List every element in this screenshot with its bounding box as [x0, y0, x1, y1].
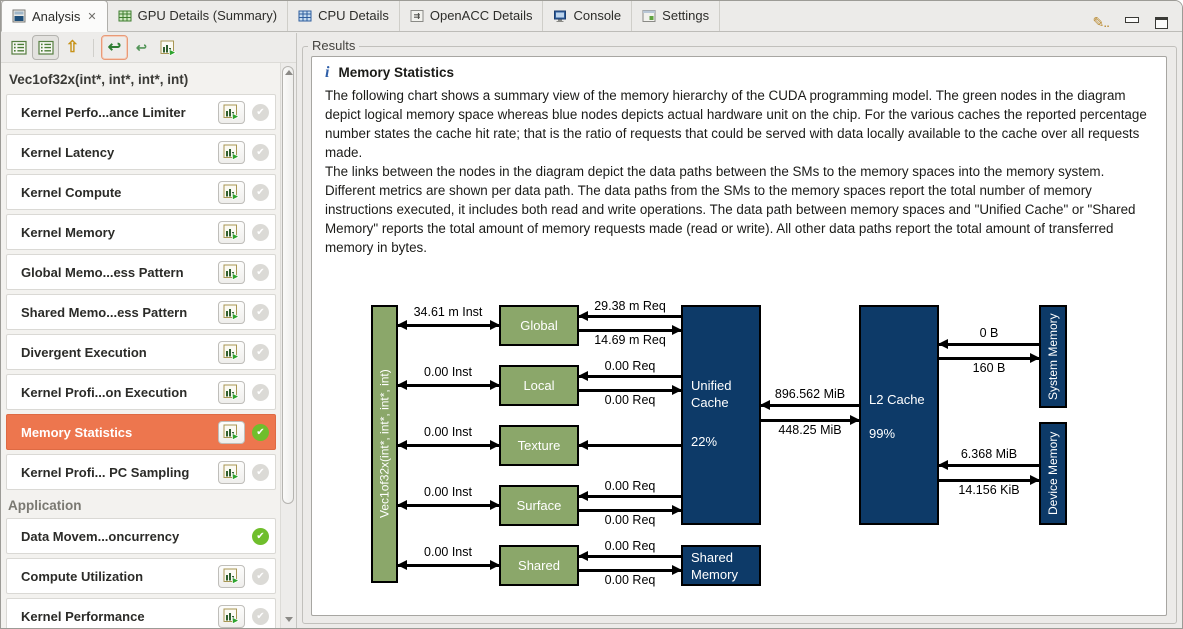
tab-cpu-details[interactable] [288, 0, 400, 31]
analysis-item-kernel-performance-limiter[interactable] [6, 94, 276, 130]
analysis-item-kernel-performance[interactable] [6, 598, 276, 628]
arrow-uc-to-l2 [761, 419, 859, 422]
link-label-l2-sys-out: 160 B [972, 361, 1006, 375]
info-icon: i [325, 64, 330, 81]
description-paragraph: The following chart shows a summary view of the memory hierarchy of the CUDA programming model. The green nodes in the diagram depict logical memory space whereas blue nodes depicts actual hardware unit on the chip. For the various caches the reported percentage number states the cache hit rate; that is the ratio of requests that could be served with data locally available to the cache over all requests made. [325, 88, 1147, 160]
cpu-details-icon [298, 9, 312, 23]
arrow-devmem-to-l2 [939, 464, 1039, 467]
arrow-kernel-global [398, 324, 499, 327]
edit-pencil-icon: ✎.. [1092, 14, 1109, 30]
tab-console[interactable] [543, 0, 632, 31]
link-label-surface-in: 0.00 Req [604, 479, 656, 493]
analysis-item-kernel-profile-execution[interactable] [6, 374, 276, 410]
results-group [302, 38, 1177, 624]
application-section-label: Application [8, 498, 82, 513]
arrow-surface-to-uc [579, 509, 681, 512]
tab-label: OpenACC Details [429, 8, 533, 23]
arrow-local-to-uc [579, 389, 681, 392]
memory-hierarchy-diagram [367, 301, 1079, 595]
item-label: Kernel Profi...on Execution [21, 384, 188, 400]
node-kernel [371, 305, 398, 583]
l2-cache-label: L2 Cache [869, 392, 925, 407]
view-tabbar [1, 1, 1182, 32]
analysis-toolbar [1, 33, 296, 63]
arrow-kernel-local [398, 384, 499, 387]
node-unified-cache [681, 305, 761, 525]
close-icon[interactable]: ✕ [87, 10, 97, 23]
node-l2-cache [859, 305, 939, 525]
tab-label: GPU Details (Summary) [137, 8, 278, 23]
link-label-local-in: 0.00 Req [604, 359, 656, 373]
status-check-icon: ✔ [252, 224, 269, 241]
tab-label: Analysis [32, 8, 81, 24]
unified-cache-hit-rate: 22% [691, 434, 718, 449]
openacc-details-icon [410, 9, 424, 23]
system-memory-label: System Memory [1046, 313, 1060, 400]
arrow-sysmem-to-l2 [939, 343, 1039, 346]
undo-arrow-icon: ↩ [107, 38, 122, 56]
status-check-icon: ✔ [252, 264, 269, 281]
run-analysis-button[interactable] [218, 101, 245, 124]
arrow-l2-to-uc [761, 404, 859, 407]
item-label: Shared Memo...ess Pattern [21, 304, 188, 320]
results-panel [311, 56, 1167, 616]
item-label: Data Movem...oncurrency [21, 528, 180, 544]
run-analysis-button[interactable] [218, 301, 245, 324]
status-check-icon: ✔ [252, 464, 269, 481]
node-texture: Texture [499, 425, 579, 466]
tab-label: Console [573, 8, 622, 23]
minimize-icon[interactable] [1125, 17, 1139, 23]
sidebar-scrollbar[interactable] [280, 63, 296, 628]
node-shared-memory [681, 545, 761, 586]
link-label-l2-dev-out: 14.156 KiB [958, 483, 1020, 497]
status-check-icon: ✔ [252, 104, 269, 121]
up-level-button[interactable] [59, 35, 86, 60]
analysis-item-compute-utilization[interactable] [6, 558, 276, 594]
node-surface: Surface [499, 485, 579, 526]
arrow-uc-to-local [579, 375, 681, 378]
run-analysis-button[interactable] [218, 341, 245, 364]
arrow-kernel-surface [398, 504, 499, 507]
item-label: Compute Utilization [21, 568, 144, 584]
arrow-uc-to-surface [579, 495, 681, 498]
status-check-icon: ✔ [252, 184, 269, 201]
tab-settings[interactable] [632, 0, 720, 31]
item-label: Kernel Latency [21, 144, 115, 160]
arrow-kernel-texture [398, 444, 499, 447]
arrow-l2-to-devmem [939, 479, 1039, 482]
analysis-item-data-movement-concurrency[interactable] [6, 518, 276, 554]
link-label-local-out: 0.00 Req [604, 393, 656, 407]
run-analysis-button[interactable] [218, 181, 245, 204]
up-arrow-icon: ⇧ [65, 38, 80, 56]
tab-label: Settings [662, 8, 710, 23]
link-label-kernel-shared: 0.00 Inst [424, 545, 472, 559]
item-label: Global Memo...ess Pattern [21, 264, 184, 280]
analysis-item-kernel-profile-pc-sampling[interactable] [6, 454, 276, 490]
link-label-uc-l2-out: 448.25 MiB [778, 423, 842, 437]
unified-cache-label: Unified Cache [691, 378, 732, 410]
back-button[interactable] [101, 35, 128, 60]
node-kernel-label: Vec1of32x(int*, int*, int*, int) [377, 369, 392, 519]
status-check-icon: ✔ [252, 384, 269, 401]
run-analysis-button[interactable] [218, 141, 245, 164]
run-all-analysis-button[interactable] [155, 35, 182, 60]
analysis-item-memory-statistics[interactable] [6, 414, 276, 450]
l2-cache-hit-rate: 99% [869, 426, 896, 441]
item-label: Kernel Compute [21, 184, 122, 200]
node-system-memory [1039, 305, 1067, 408]
shared-memory-label: Shared Memory [691, 549, 738, 582]
scrollbar-thumb[interactable] [282, 66, 294, 504]
arrow-global-to-uc [579, 329, 681, 332]
page-title: Memory Statistics [338, 65, 454, 80]
link-label-kernel-local: 0.00 Inst [424, 365, 472, 379]
arrow-uc-to-texture [579, 444, 681, 447]
item-label: Kernel Profi... PC Sampling [21, 464, 190, 480]
status-check-icon: ✔ [252, 344, 269, 361]
analysis-item-kernel-latency[interactable] [6, 134, 276, 170]
run-analysis-button[interactable] [218, 605, 245, 628]
status-check-icon: ✔ [252, 608, 269, 625]
tab-analysis[interactable] [1, 0, 108, 32]
link-label-shared-in: 0.00 Req [604, 539, 656, 553]
arrow-kernel-shared [398, 564, 499, 567]
analysis-item-shared-memory-access-pattern[interactable] [6, 294, 276, 330]
status-check-icon: ✔ [252, 424, 269, 441]
run-analysis-button[interactable] [218, 565, 245, 588]
analysis-list [1, 63, 280, 628]
item-label: Kernel Performance [21, 608, 145, 624]
link-label-l2-sys-in: 0 B [979, 326, 999, 340]
arrow-uc-to-global [579, 315, 681, 318]
export-pdf-list-button[interactable] [5, 35, 32, 60]
reset-analysis-button[interactable] [128, 35, 155, 60]
tab-label: CPU Details [318, 8, 389, 23]
status-check-icon: ✔ [252, 304, 269, 321]
description-paragraph: The links between the nodes in the diagram depict the data paths between the SMs to the memory spaces into the memory system. Different metrics are shown per data path. The data paths from the SMs to the memory spaces report the total number of memory instructions executed, it includes both read and write operations. The data path between memory spaces and "Unified Cache" or "Shared Memory" reports the total amount of memory requests made (read or write). All other data paths report the total amount of transferred memory in bytes. [325, 164, 1136, 255]
arrow-sharedmem-to-shared [579, 555, 681, 558]
undo-small-icon: ↩ [136, 40, 147, 55]
tab-gpu-details[interactable] [108, 0, 288, 31]
analysis-icon [12, 9, 26, 23]
analysis-item-global-memory-access-pattern[interactable] [6, 254, 276, 290]
settings-icon [642, 9, 656, 23]
status-check-icon: ✔ [252, 144, 269, 161]
node-shared: Shared [499, 545, 579, 586]
run-analysis-button[interactable] [218, 221, 245, 244]
run-analysis-button[interactable] [218, 421, 245, 444]
results-header [325, 64, 1154, 82]
toolbar-separator [93, 39, 94, 57]
maximize-icon[interactable] [1155, 17, 1168, 29]
device-memory-label: Device Memory [1046, 431, 1060, 516]
status-check-icon: ✔ [252, 528, 269, 545]
item-label: Kernel Memory [21, 224, 115, 240]
tab-openacc-details[interactable] [400, 0, 544, 31]
results-group-label: Results [308, 38, 359, 53]
arrow-l2-to-sysmem [939, 357, 1039, 360]
status-check-icon: ✔ [252, 568, 269, 585]
link-label-kernel-surface: 0.00 Inst [424, 485, 472, 499]
analysis-sidebar [1, 33, 297, 628]
kernel-group-label: Vec1of32x(int*, int*, int*, int) [9, 72, 189, 87]
item-label: Kernel Perfo...ance Limiter [21, 104, 186, 120]
item-label: Divergent Execution [21, 344, 147, 360]
analysis-item-kernel-memory[interactable] [6, 214, 276, 250]
link-label-shared-out: 0.00 Req [604, 573, 656, 587]
item-label: Memory Statistics [21, 424, 133, 440]
console-icon [553, 9, 567, 23]
scrollbar-up-icon[interactable] [285, 70, 293, 75]
node-local: Local [499, 365, 579, 406]
link-label-l2-dev-in: 6.368 MiB [960, 447, 1018, 461]
link-label-uc-l2-in: 896.562 MiB [774, 387, 846, 401]
view-controls [1092, 14, 1182, 31]
link-label-kernel-texture: 0.00 Inst [424, 425, 472, 439]
run-analysis-button[interactable] [218, 261, 245, 284]
analysis-item-divergent-execution[interactable] [6, 334, 276, 370]
link-label-surface-out: 0.00 Req [604, 513, 656, 527]
guided-analysis-list-button[interactable] [32, 35, 59, 60]
run-analysis-button[interactable] [218, 461, 245, 484]
node-device-memory [1039, 422, 1067, 525]
scrollbar-down-icon[interactable] [285, 617, 293, 622]
link-label-global-in: 29.38 m Req [594, 299, 666, 313]
analysis-item-kernel-compute[interactable] [6, 174, 276, 210]
gpu-details-icon [118, 9, 132, 23]
node-global: Global [499, 305, 579, 346]
run-analysis-button[interactable] [218, 381, 245, 404]
link-label-global-out: 14.69 m Req [594, 333, 666, 347]
arrow-shared-to-sharedmem [579, 569, 681, 572]
link-label-kernel-global: 34.61 m Inst [413, 305, 483, 319]
